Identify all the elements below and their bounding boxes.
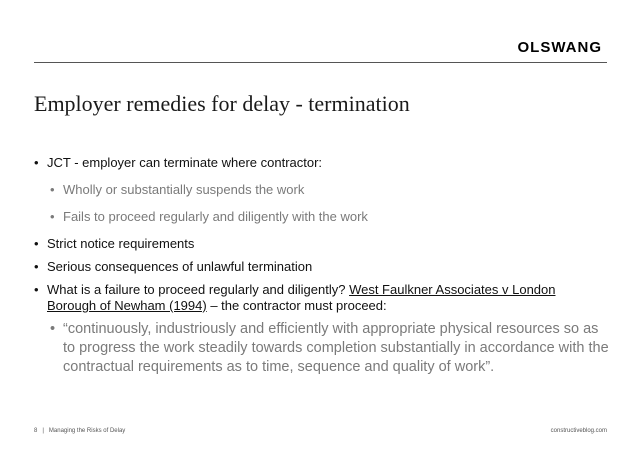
logo: OLSWANG xyxy=(517,39,602,56)
footer-left xyxy=(34,428,125,434)
bullet-failure-question xyxy=(34,282,609,314)
bullet-failure-text: What is a failure to proceed regularly and diligently? xyxy=(47,282,350,297)
footer-separator: | xyxy=(42,428,44,434)
footer-section: Managing the Risks of Delay xyxy=(48,428,126,434)
bullet-jct: • JCT - employer can terminate where contractor: xyxy=(34,155,609,171)
sub-bullet-fails-to-proceed: • Fails to proceed regularly and diligently with the work xyxy=(34,209,609,225)
header-divider xyxy=(34,62,607,63)
footer xyxy=(34,428,607,440)
footer-website: constructiveblog.com xyxy=(550,428,607,434)
case-link-continued[interactable]: Borough of Newham (1994) xyxy=(47,298,207,313)
bullet-notice: • Strict notice requirements xyxy=(34,236,609,252)
sub-bullet-suspends: • Wholly or substantially suspends the work xyxy=(34,182,609,198)
page-number: 8 xyxy=(34,428,38,434)
case-link[interactable]: West Faulkner Associates v London xyxy=(349,282,556,297)
sub-bullet-quote: • “continuously, industriously and efficiently with appropriate physical resources so as to progress the work steadily towards completion substantially in accordance with the contractual requirements as to time, sequence and quality of work”. xyxy=(34,320,609,377)
bullet-failure-tail: – the contractor must proceed: xyxy=(206,298,387,313)
bullet-consequences: • Serious consequences of unlawful termination xyxy=(34,259,609,275)
slide-content xyxy=(34,155,609,377)
slide-title: Employer remedies for delay - termination xyxy=(34,91,410,116)
